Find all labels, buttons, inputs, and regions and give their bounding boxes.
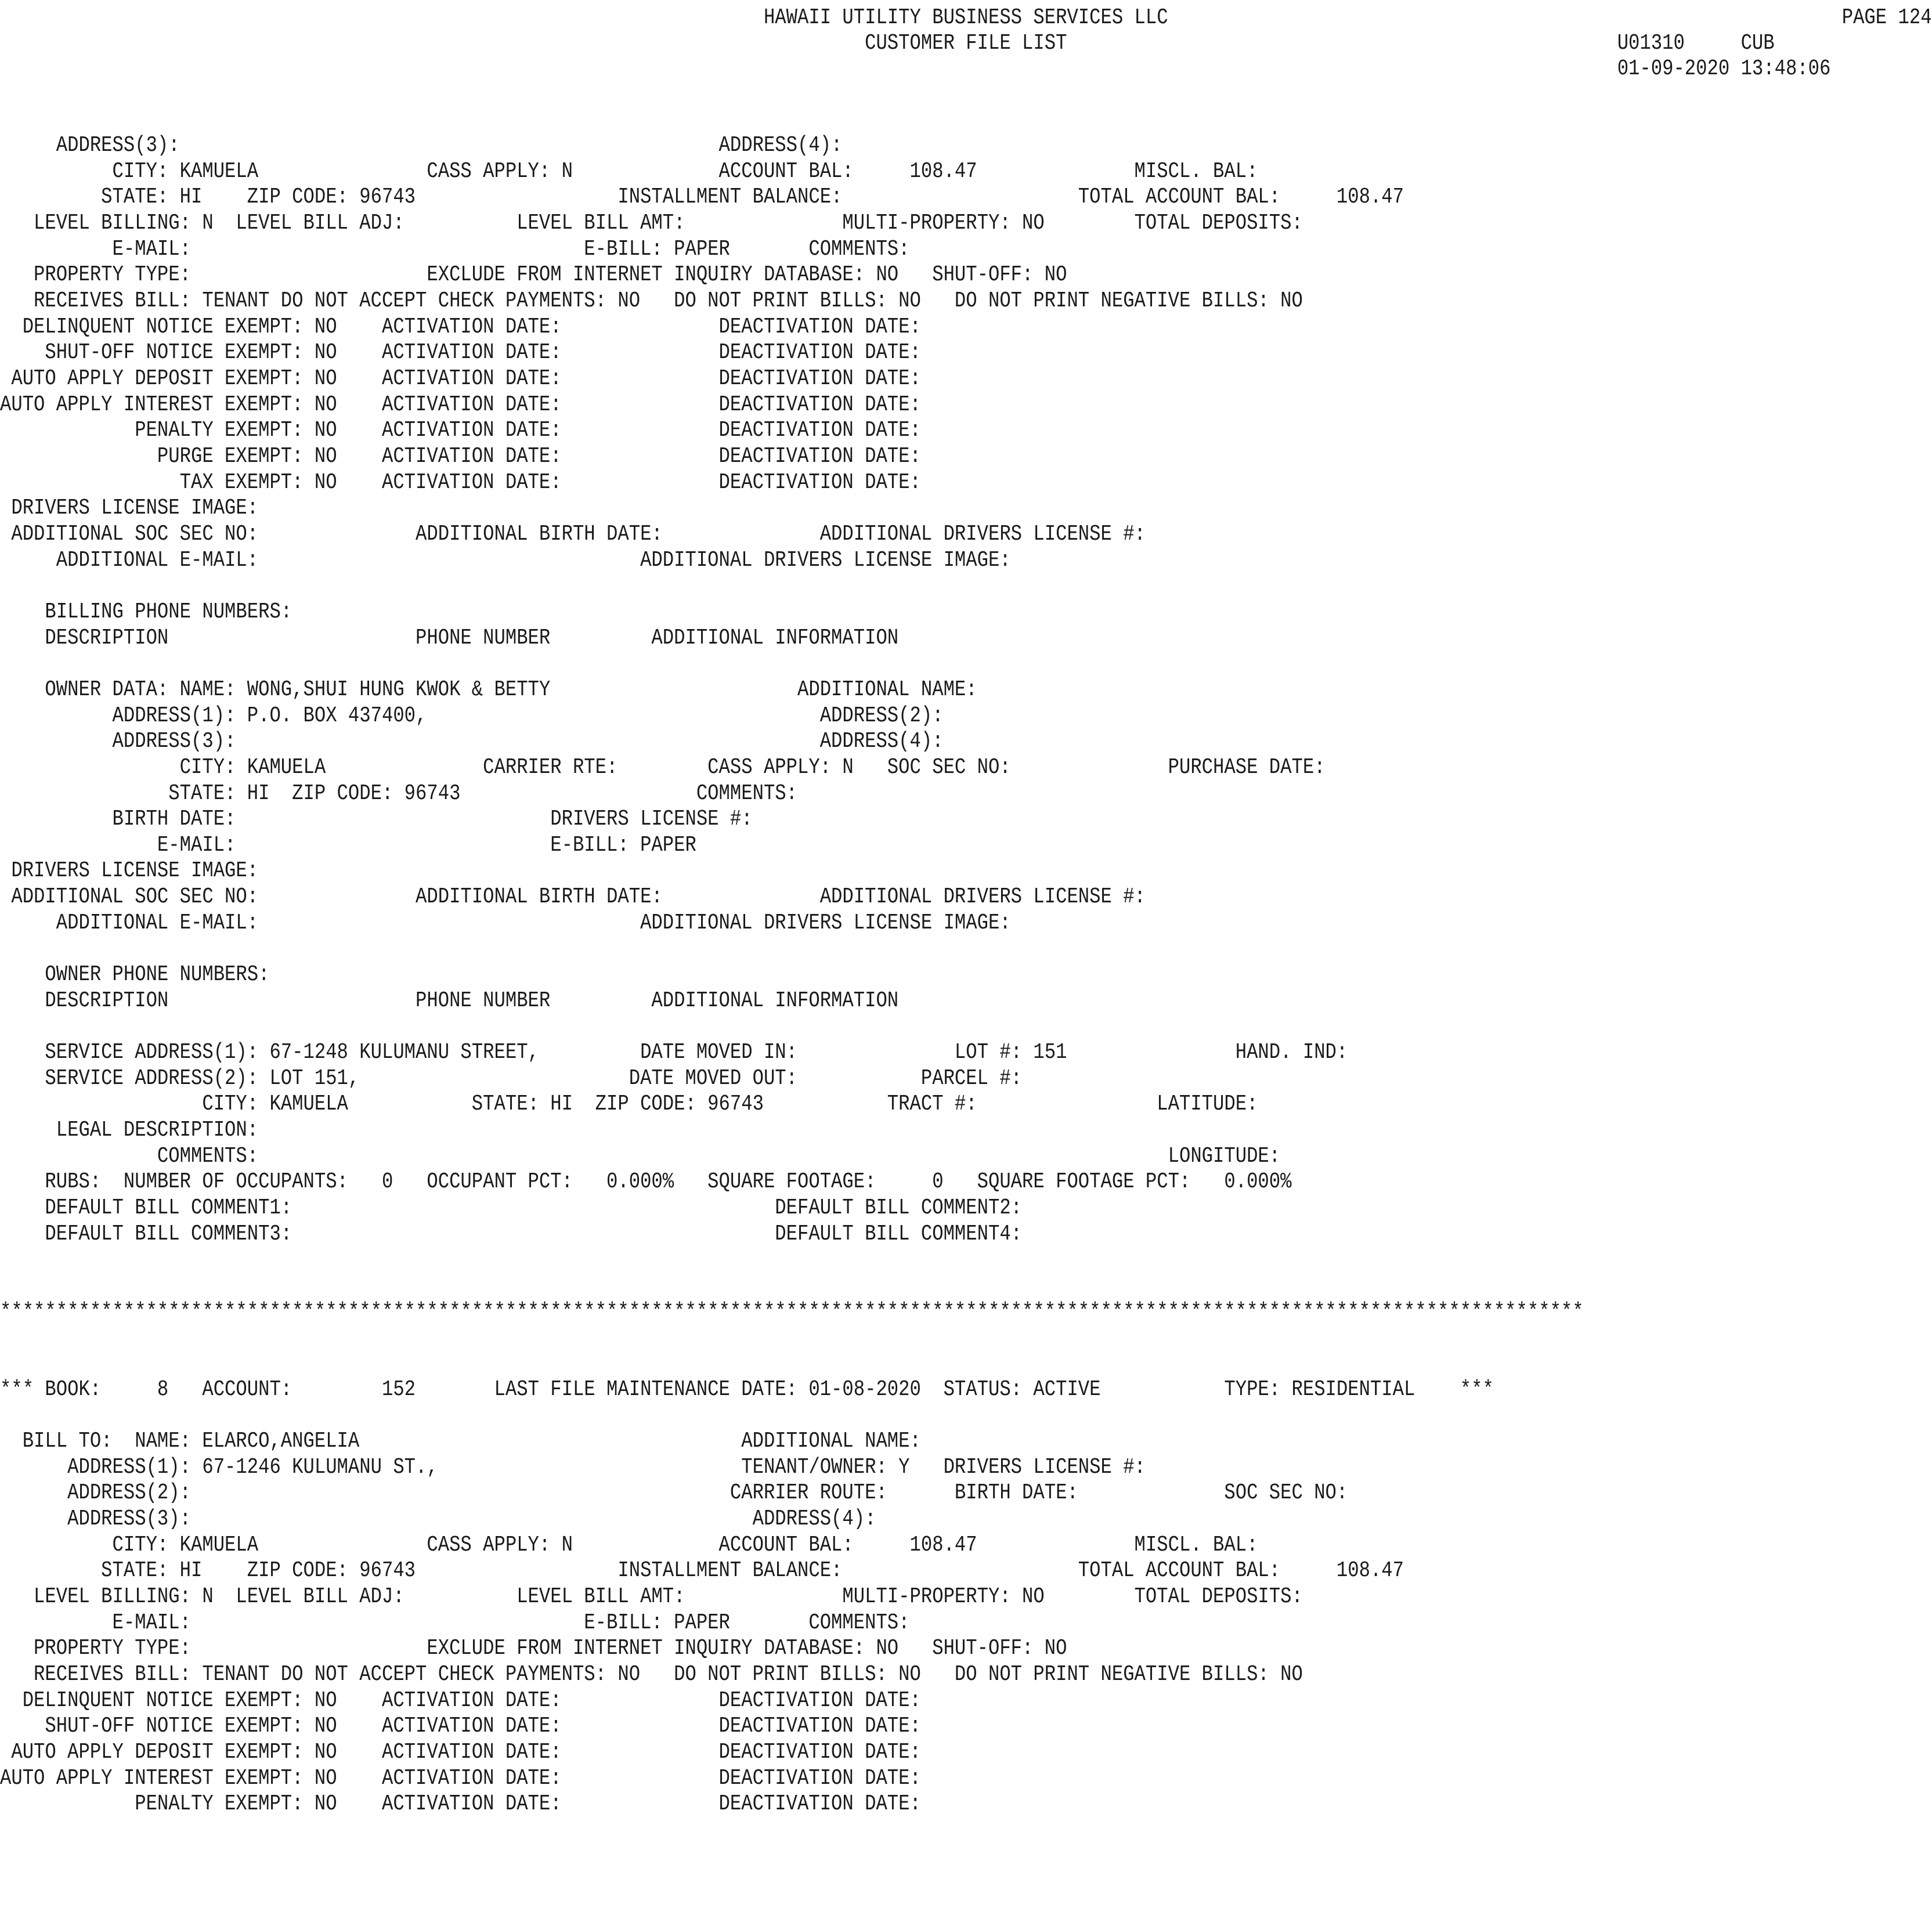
report-line: CITY: KAMUELA CASS APPLY: N ACCOUNT BAL: 108.47 MISCL. BAL: (0, 1532, 1258, 1558)
report-line: ADDITIONAL SOC SEC NO: ADDITIONAL BIRTH DATE: ADDITIONAL DRIVERS LICENSE #: (0, 521, 1146, 547)
report-line: STATE: HI ZIP CODE: 96743 COMMENTS: (0, 781, 798, 806)
report-line: RUBS: NUMBER OF OCCUPANTS: 0 OCCUPANT PCT: 0.000% SQUARE FOOTAGE: 0 SQUARE FOOTAGE PCT: 0.000% (0, 1169, 1292, 1194)
report-line: BIRTH DATE: DRIVERS LICENSE #: (0, 806, 753, 832)
report-line: BILL TO: NAME: ELARCO,ANGELIA ADDITIONAL NAME: (0, 1428, 921, 1454)
report-line: DESCRIPTION PHONE NUMBER ADDITIONAL INFORMATION (0, 988, 899, 1013)
report-line: ADDRESS(3): ADDRESS(4): (0, 1506, 876, 1531)
report-line: COMMENTS: LONGITUDE: (0, 1143, 1281, 1169)
report-line: PENALTY EXEMPT: NO ACTIVATION DATE: DEACTIVATION DATE: (0, 417, 921, 443)
header-line-1: HAWAII UTILITY BUSINESS SERVICES LLC PAGE 124 (0, 5, 1932, 30)
report-line: AUTO APPLY INTEREST EXEMPT: NO ACTIVATION DATE: DEACTIVATION DATE: (0, 392, 921, 417)
report-line: OWNER DATA: NAME: WONG,SHUI HUNG KWOK & BETTY ADDITIONAL NAME: (0, 677, 977, 702)
report-line: LEGAL DESCRIPTION: (0, 1117, 259, 1143)
report-line: BILLING PHONE NUMBERS: (0, 599, 292, 624)
report-line: E-MAIL: E-BILL: PAPER (0, 832, 696, 858)
report-line: *** BOOK: 8 ACCOUNT: 152 LAST FILE MAINTENANCE DATE: 01-08-2020 STATUS: ACTIVE TYPE: RESIDENTIAL *** (0, 1376, 1494, 1402)
report-line: SERVICE ADDRESS(1): 67-1248 KULUMANU STREET, DATE MOVED IN: LOT #: 151 HAND. IND: (0, 1039, 1348, 1065)
report-line: PENALTY EXEMPT: NO ACTIVATION DATE: DEACTIVATION DATE: (0, 1791, 921, 1816)
report-line: PURGE EXEMPT: NO ACTIVATION DATE: DEACTIVATION DATE: (0, 443, 921, 469)
report-line: ADDRESS(2): CARRIER ROUTE: BIRTH DATE: SOC SEC NO: (0, 1480, 1348, 1505)
report-line: CITY: KAMUELA CASS APPLY: N ACCOUNT BAL: 108.47 MISCL. BAL: (0, 158, 1258, 184)
report-line: DELINQUENT NOTICE EXEMPT: NO ACTIVATION DATE: DEACTIVATION DATE: (0, 314, 921, 339)
report-line: ADDRESS(1): P.O. BOX 437400, ADDRESS(2): (0, 703, 944, 728)
report-line: STATE: HI ZIP CODE: 96743 INSTALLMENT BALANCE: TOTAL ACCOUNT BAL: 108.47 (0, 184, 1404, 209)
report-line: STATE: HI ZIP CODE: 96743 INSTALLMENT BALANCE: TOTAL ACCOUNT BAL: 108.47 (0, 1558, 1404, 1583)
report-line: DRIVERS LICENSE IMAGE: (0, 858, 259, 883)
report-line: E-MAIL: E-BILL: PAPER COMMENTS: (0, 1610, 910, 1635)
report-line: DELINQUENT NOTICE EXEMPT: NO ACTIVATION DATE: DEACTIVATION DATE: (0, 1688, 921, 1713)
report-line: ADDITIONAL E-MAIL: ADDITIONAL DRIVERS LICENSE IMAGE: (0, 910, 1011, 935)
header-line-2: CUSTOMER FILE LIST U01310 CUB (0, 30, 1775, 56)
report-line: DESCRIPTION PHONE NUMBER ADDITIONAL INFORMATION (0, 625, 899, 651)
report-line: PROPERTY TYPE: EXCLUDE FROM INTERNET INQUIRY DATABASE: NO SHUT-OFF: NO (0, 262, 1067, 287)
report-line: LEVEL BILLING: N LEVEL BILL ADJ: LEVEL BILL AMT: MULTI-PROPERTY: NO TOTAL DEPOSITS: (0, 210, 1303, 236)
report-line: AUTO APPLY DEPOSIT EXEMPT: NO ACTIVATION DATE: DEACTIVATION DATE: (0, 366, 921, 391)
report-line: E-MAIL: E-BILL: PAPER COMMENTS: (0, 236, 910, 262)
report-line: SERVICE ADDRESS(2): LOT 151, DATE MOVED OUT: PARCEL #: (0, 1065, 1023, 1091)
record-separator: ********************************************************************************************************************************************* (0, 1299, 1584, 1324)
report-line: AUTO APPLY INTEREST EXEMPT: NO ACTIVATION DATE: DEACTIVATION DATE: (0, 1765, 921, 1791)
report-line: DRIVERS LICENSE IMAGE: (0, 495, 259, 521)
report-line: RECEIVES BILL: TENANT DO NOT ACCEPT CHECK PAYMENTS: NO DO NOT PRINT BILLS: NO DO NOT PRINT NEGATIVE BILLS: NO (0, 1661, 1303, 1687)
report-line: ADDRESS(3): ADDRESS(4): (0, 132, 843, 158)
report-line: DEFAULT BILL COMMENT3: DEFAULT BILL COMMENT4: (0, 1221, 1023, 1246)
report-line: RECEIVES BILL: TENANT DO NOT ACCEPT CHECK PAYMENTS: NO DO NOT PRINT BILLS: NO DO NOT PRINT NEGATIVE BILLS: NO (0, 288, 1303, 313)
report-line: LEVEL BILLING: N LEVEL BILL ADJ: LEVEL BILL AMT: MULTI-PROPERTY: NO TOTAL DEPOSITS: (0, 1584, 1303, 1609)
report-line: CITY: KAMUELA STATE: HI ZIP CODE: 96743 TRACT #: LATITUDE: (0, 1091, 1258, 1117)
report-line: SHUT-OFF NOTICE EXEMPT: NO ACTIVATION DATE: DEACTIVATION DATE: (0, 1713, 921, 1739)
report-line: CITY: KAMUELA CARRIER RTE: CASS APPLY: N SOC SEC NO: PURCHASE DATE: (0, 754, 1326, 780)
report-line: OWNER PHONE NUMBERS: (0, 962, 270, 987)
report-line: ADDITIONAL E-MAIL: ADDITIONAL DRIVERS LICENSE IMAGE: (0, 547, 1011, 573)
report-line: SHUT-OFF NOTICE EXEMPT: NO ACTIVATION DATE: DEACTIVATION DATE: (0, 339, 921, 365)
report-line: AUTO APPLY DEPOSIT EXEMPT: NO ACTIVATION DATE: DEACTIVATION DATE: (0, 1739, 921, 1765)
report-line: PROPERTY TYPE: EXCLUDE FROM INTERNET INQUIRY DATABASE: NO SHUT-OFF: NO (0, 1635, 1067, 1661)
report-line: ADDITIONAL SOC SEC NO: ADDITIONAL BIRTH DATE: ADDITIONAL DRIVERS LICENSE #: (0, 884, 1146, 909)
header-line-3: 01-09-2020 13:48:06 (0, 56, 1831, 81)
report-line: ADDRESS(3): ADDRESS(4): (0, 728, 944, 754)
report-line: TAX EXEMPT: NO ACTIVATION DATE: DEACTIVATION DATE: (0, 469, 921, 495)
report-line: DEFAULT BILL COMMENT1: DEFAULT BILL COMMENT2: (0, 1195, 1023, 1220)
report-line: ADDRESS(1): 67-1246 KULUMANU ST., TENANT/OWNER: Y DRIVERS LICENSE #: (0, 1454, 1146, 1480)
